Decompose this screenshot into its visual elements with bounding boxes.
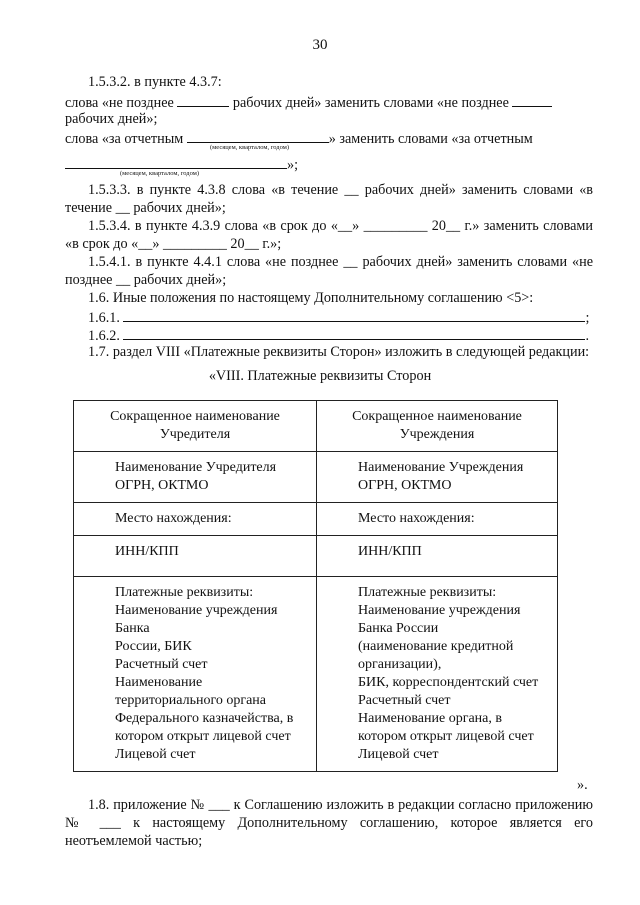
payment-details-table <box>73 400 558 772</box>
institution-payment-line: Наименование учреждения <box>358 603 521 618</box>
institution-payment-line: Лицевой счет <box>358 747 439 762</box>
page-number: 30 <box>312 37 328 53</box>
institution-payment-line: организации), <box>358 657 442 672</box>
clause-line: слова «за отчетным » заменить словами «за отчетным <box>65 128 533 148</box>
institution-name: Наименование Учреждения <box>358 460 524 475</box>
field-caption: (месяцем, кварталом, годом) <box>210 144 289 151</box>
institution-payment-line: (наименование кредитной <box>358 639 514 654</box>
founder-payment-line: котором открыт лицевой счет <box>115 729 291 744</box>
institution-payment-line: Наименование органа, в <box>358 711 502 726</box>
founder-payment-line: России, БИК <box>115 639 192 654</box>
clause-line: № ___ к настоящему Дополнительному соглашению, которое является его <box>65 815 593 831</box>
table-row <box>74 536 558 577</box>
table-row <box>74 401 558 452</box>
clause-line: позднее __ рабочих дней»; <box>65 272 227 288</box>
clause-1-6-2: 1.6.2. . <box>88 325 589 345</box>
founder-short-name: Сокращенное наименование Учредителя <box>110 409 280 442</box>
institution-payment-line: Расчетный счет <box>358 693 451 708</box>
institution-payment-line: котором открыт лицевой счет <box>358 729 534 744</box>
institution-ogrn: ОГРН, ОКТМО <box>358 478 452 493</box>
clause-line: слова «не позднее рабочих дней» заменить словами «не позднее <box>65 92 552 112</box>
clause-line: течение __ рабочих дней»; <box>65 200 226 216</box>
founder-payment-line: Лицевой счет <box>115 747 196 762</box>
founder-inn: ИНН/КПП <box>115 544 179 559</box>
institution-inn: ИНН/КПП <box>358 544 422 559</box>
table-row <box>74 577 558 772</box>
clause-1-5-3-4: 1.5.3.4. в пункте 4.3.9 слова «в срок до «__» _________ 20__ г.» заменить словами <box>88 218 593 234</box>
table-row <box>74 503 558 536</box>
founder-location: Место нахождения: <box>115 511 232 526</box>
section-heading: «VIII. Платежные реквизиты Сторон <box>208 368 432 384</box>
institution-payment-line: Банка России <box>358 621 439 636</box>
founder-payment-line: Платежные реквизиты: <box>115 585 254 600</box>
clause-1-6: 1.6. Иные положения по настоящему Дополнительному соглашению <5>: <box>88 290 534 306</box>
institution-location: Место нахождения: <box>358 511 475 526</box>
clause-1-5-4-1: 1.5.4.1. в пункте 4.4.1 слова «не позднее __ рабочих дней» заменить словами «не <box>88 254 593 270</box>
institution-payment-line: БИК, корреспондентский счет <box>358 675 539 690</box>
clause-1-6-1: 1.6.1. ; <box>88 307 589 327</box>
founder-payment-line: Расчетный счет <box>115 657 208 672</box>
clause-line: неотъемлемой частью; <box>65 833 203 849</box>
clause-1-7: 1.7. раздел VIII «Платежные реквизиты Сторон» изложить в следующей редакции: <box>88 344 590 360</box>
founder-payment-line: Федерального казначейства, в <box>115 711 294 726</box>
founder-payment-line: Наименование <box>115 675 203 690</box>
institution-payment-line: Платежные реквизиты: <box>358 585 497 600</box>
table-row <box>74 452 558 503</box>
clause-line: рабочих дней»; <box>65 111 158 127</box>
founder-ogrn: ОГРН, ОКТМО <box>115 478 209 493</box>
institution-short-name: Сокращенное наименование Учреждения <box>352 409 522 442</box>
clause-1-5-3-3: 1.5.3.3. в пункте 4.3.8 слова «в течение __ рабочих дней» заменить словами «в <box>88 182 593 198</box>
founder-payment-line: территориального органа <box>115 693 267 708</box>
clause-line: «в срок до «__» _________ 20__ г.»; <box>65 236 282 252</box>
clause-line: »; <box>65 154 298 174</box>
founder-payment-line: Наименование учреждения <box>115 603 278 618</box>
closing-quote: ». <box>577 777 588 793</box>
founder-name: Наименование Учредителя <box>115 460 277 475</box>
field-caption: (месяцем, кварталом, годом) <box>120 170 199 177</box>
founder-payment-line: Банка <box>115 621 150 636</box>
clause-1-8: 1.8. приложение № ___ к Соглашению изложить в редакции согласно приложению <box>88 797 593 813</box>
clause-1-5-3-2: 1.5.3.2. в пункте 4.3.7: <box>88 74 222 90</box>
